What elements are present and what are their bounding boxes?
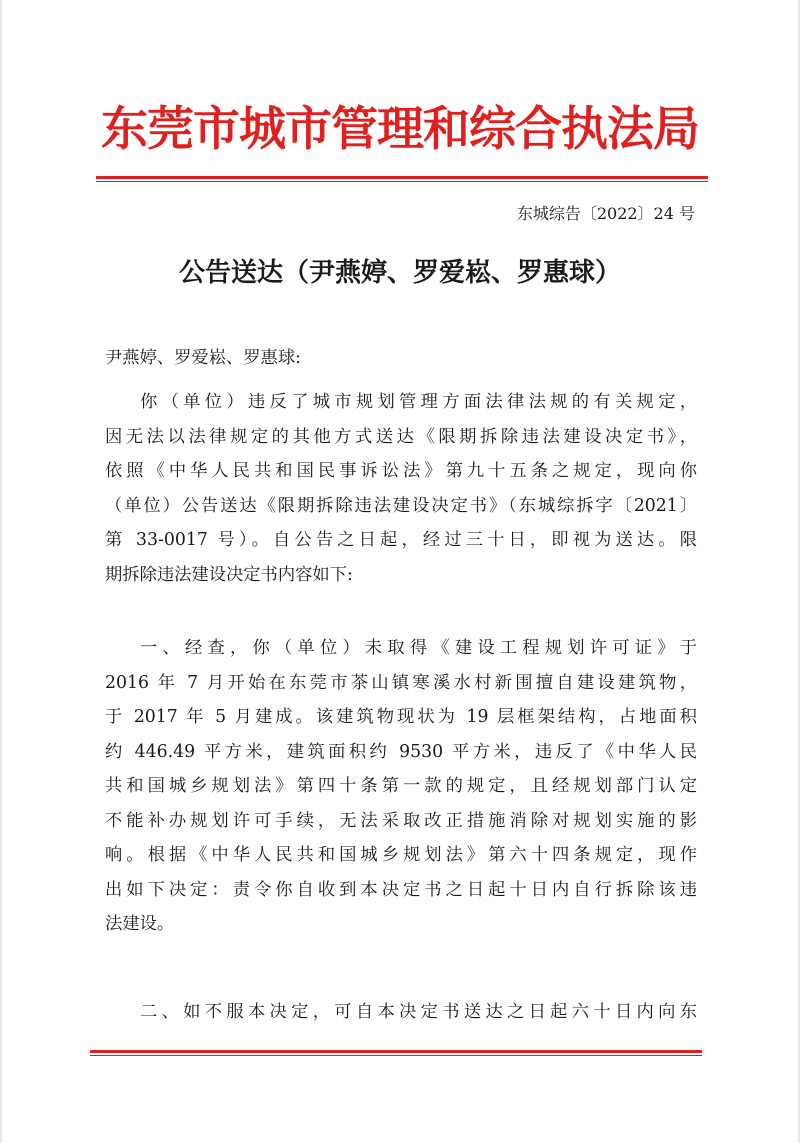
paragraph-line: 出如下决定：责令你自收到本决定书之日起十日内自行拆除该违 bbox=[105, 879, 697, 900]
paragraph-line: 于 2017 年 5 月建成。该建筑物现状为 19 层框架结构，占地面积 bbox=[105, 707, 697, 727]
page-edge-left bbox=[0, 0, 2, 1143]
paragraph-line: 因无法以法律规定的其他方式送达《限期拆除违法建设决定书》， bbox=[105, 426, 697, 447]
paragraph-line: （单位）公告送达《限期拆除违法建设决定书》（东城综拆字〔2021〕 bbox=[105, 495, 697, 516]
document-title: 公告送达（尹燕婷、罗爱崧、罗惠球） bbox=[178, 258, 621, 288]
salutation-block bbox=[105, 341, 697, 376]
document-number: 东城综告〔2022〕24 号 bbox=[516, 204, 695, 223]
paragraph-line: 约 446.49 平方米，建筑面积约 9530 平方米，违反了《中华人民 bbox=[105, 741, 697, 762]
issuer-heading: 东莞市城市管理和综合执法局 bbox=[101, 102, 699, 157]
paragraph-line: 响。根据《中华人民共和国城乡规划法》第六十四条规定，现作 bbox=[105, 845, 697, 865]
paragraph-line: 2016 年 7 月开始在东莞市茶山镇寒溪水村新围擅自建设建筑物， bbox=[105, 672, 697, 693]
header-divider-thick bbox=[96, 176, 708, 179]
paragraph-line: 二、如不服本决定，可自本决定书送达之日起六十日内向东 bbox=[140, 1002, 697, 1022]
paragraph-line: 不能补办规划许可手续，无法采取改正措施消除对规划实施的影 bbox=[105, 810, 697, 831]
paragraph-line: 依照《中华人民共和国民事诉讼法》第九十五条之规定，现向你 bbox=[105, 461, 697, 481]
footer-divider-thin bbox=[90, 1055, 702, 1056]
paragraph-line: 共和国城乡规划法》第四十条第一款的规定，且经规划部门认定 bbox=[105, 776, 697, 796]
paragraph-line: 期拆除违法建设决定书内容如下: bbox=[105, 564, 353, 585]
paragraph-3 bbox=[105, 995, 697, 1030]
paragraph-line: 你（单位）违反了城市规划管理方面法律法规的有关规定， bbox=[140, 392, 697, 412]
paragraph-line: 第 33-0017 号）。自公告之日起，经过三十日，即视为送达。限 bbox=[105, 530, 697, 550]
paragraph-1 bbox=[105, 385, 697, 592]
paragraph-2 bbox=[105, 631, 697, 942]
header-divider-thin bbox=[96, 181, 708, 182]
paragraph-line: 一、经查，你（单位）未取得《建设工程规划许可证》于 bbox=[140, 638, 697, 658]
salutation: 尹燕婷、罗爱崧、罗惠球: bbox=[105, 348, 301, 368]
paragraph-line: 法建设。 bbox=[105, 914, 175, 934]
footer-divider-thick bbox=[90, 1050, 702, 1053]
